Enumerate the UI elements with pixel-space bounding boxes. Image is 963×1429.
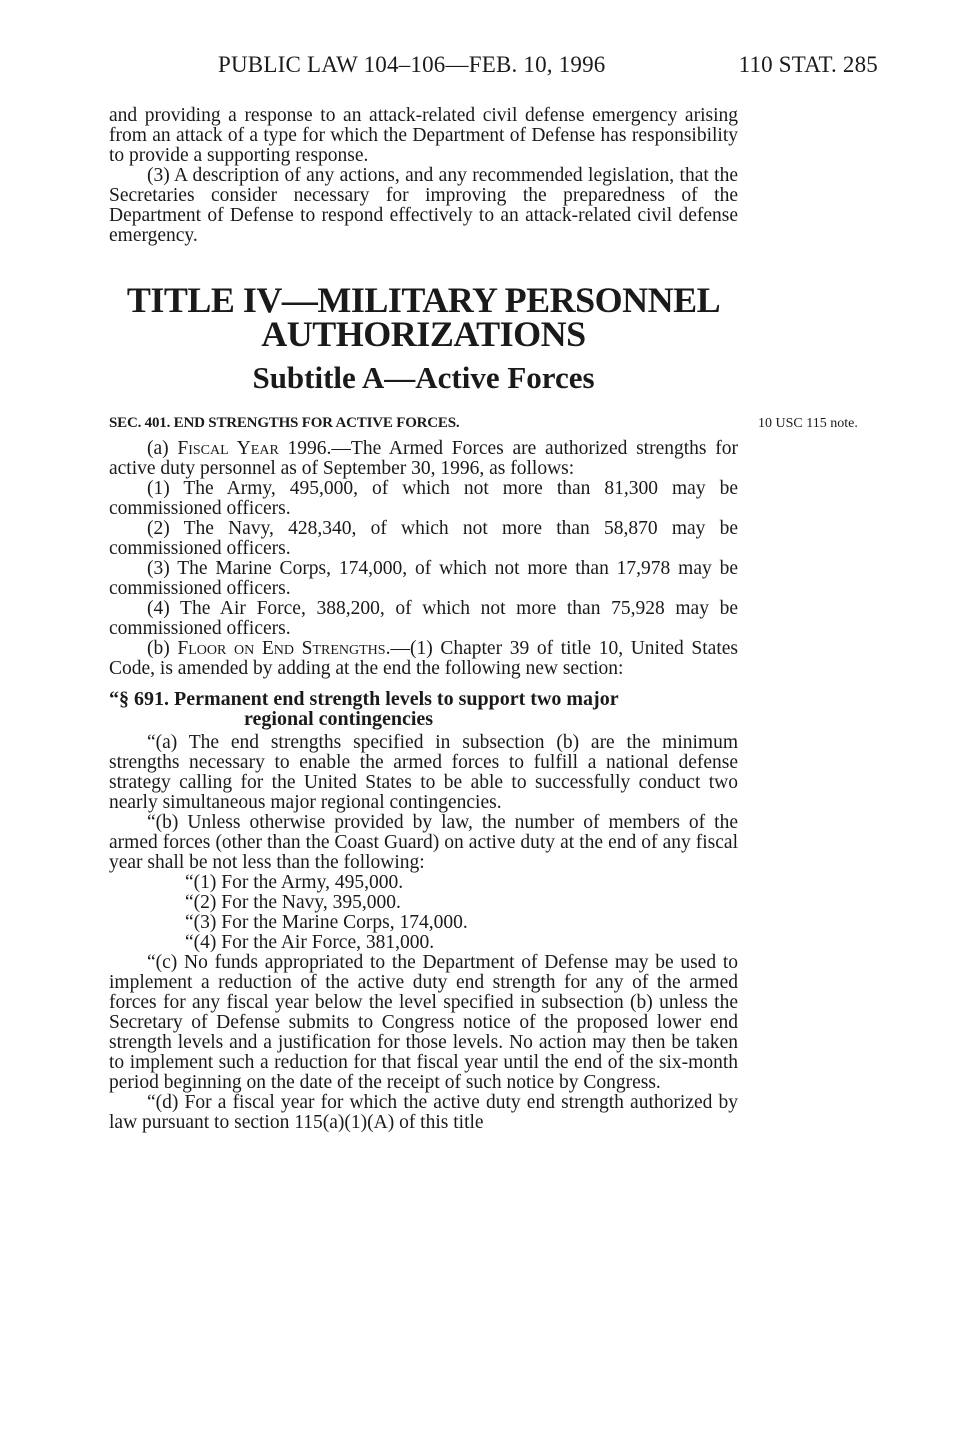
header-law-citation: PUBLIC LAW 104–106—FEB. 10, 1996 (218, 52, 606, 77)
new-item-b4: “(4) For the Air Force, 381,000. (185, 932, 435, 953)
new-section-heading-line-2: regional contingencies (244, 708, 434, 730)
item-a2: (2) The Navy, 428,340, of which not more than 58,870 may be commissioned officers. (109, 518, 738, 559)
subsection-a-caption: Fiscal Year 1996 (177, 438, 327, 459)
subsection-a-label: (a) (147, 438, 178, 459)
item-a3: (3) The Marine Corps, 174,000, of which not more than 17,978 may be commissioned officers. (109, 558, 738, 599)
page-header (218, 52, 878, 82)
new-section-heading (109, 689, 738, 729)
new-section-number: “§ 691. (109, 688, 169, 710)
title-line-1: TITLE IV—MILITARY PERSONNEL (126, 280, 721, 320)
new-section-heading-line-1: Permanent end strength levels to support two major (174, 688, 619, 710)
subsection-b-text: .—(1) Chapter 39 of title 10, United States Code, is amended by adding at the end the following new section: (109, 638, 738, 679)
title-line-2: AUTHORIZATIONS (261, 314, 586, 354)
header-stat-page: 110 STAT. 285 (738, 52, 878, 77)
item-a1: (1) The Army, 495,000, of which not more than 81,300 may be commissioned officers. (109, 478, 738, 519)
margin-note: 10 USC 115 note. (758, 416, 858, 431)
subsection-a (109, 439, 738, 479)
new-item-b1: “(1) For the Army, 495,000. (185, 872, 404, 893)
new-subsection-d: “(d) For a fiscal year for which the active duty end strength authorized by law pursuant to section 115(a)(1)(A) of this title (109, 1092, 738, 1133)
section-401 (109, 413, 738, 1133)
new-subsection-c: “(c) No funds appropriated to the Department of Defense may be used to implement a reduction of the active duty end strength for any of the armed forces for any fiscal year below the level specified in subsection (b) unless the Secretary of Defense submits to Congress notice of the proposed lower end strength levels and a justification for those levels. No action may then be taken to implement such a reduction for that fiscal year until the end of the six-month period beginning on the date of the receipt of such notice by Congress. (109, 952, 738, 1093)
subsection-b (109, 639, 738, 679)
new-subsection-a: “(a) The end strengths specified in subsection (b) are the minimum strengths necessary to enable the armed forces to fulfill a national defense strategy calling for the United States to be able to successfully conduct two nearly simultaneous major regional contingencies. (109, 732, 738, 813)
subtitle-heading: Subtitle A—Active Forces (252, 360, 595, 395)
title-heading (109, 280, 738, 354)
new-subsection-b: “(b) Unless otherwise provided by law, the number of members of the armed forces (other than the Coast Guard) on active duty at the end of any fiscal year shall be not less than the following: (109, 812, 738, 873)
new-item-b2: “(2) For the Navy, 395,000. (185, 892, 401, 913)
top-text-block (109, 106, 738, 246)
subsection-a-text: .—The Armed Forces are authorized strengths for active duty personnel as of September 30, 1996, as follows: (109, 438, 738, 479)
paragraph-continuation: and providing a response to an attack-related civil defense emergency arising from an attack of a type for which the Department of Defense has responsibility to provide a supporting response. (109, 105, 738, 166)
paragraph-3: (3) A description of any actions, and any recommended legislation, that the Secretaries consider necessary for improving the preparedness of the Department of Defense to respond effectively to an attack-related civil defense emergency. (109, 165, 738, 246)
new-item-b3: “(3) For the Marine Corps, 174,000. (185, 912, 468, 933)
item-a4: (4) The Air Force, 388,200, of which not more than 75,928 may be commissioned officers. (109, 598, 738, 639)
subsection-b-label: (b) (147, 638, 178, 659)
subsection-b-caption: Floor on End Strengths (177, 638, 386, 659)
section-heading: SEC. 401. END STRENGTHS FOR ACTIVE FORCES. (109, 415, 460, 431)
